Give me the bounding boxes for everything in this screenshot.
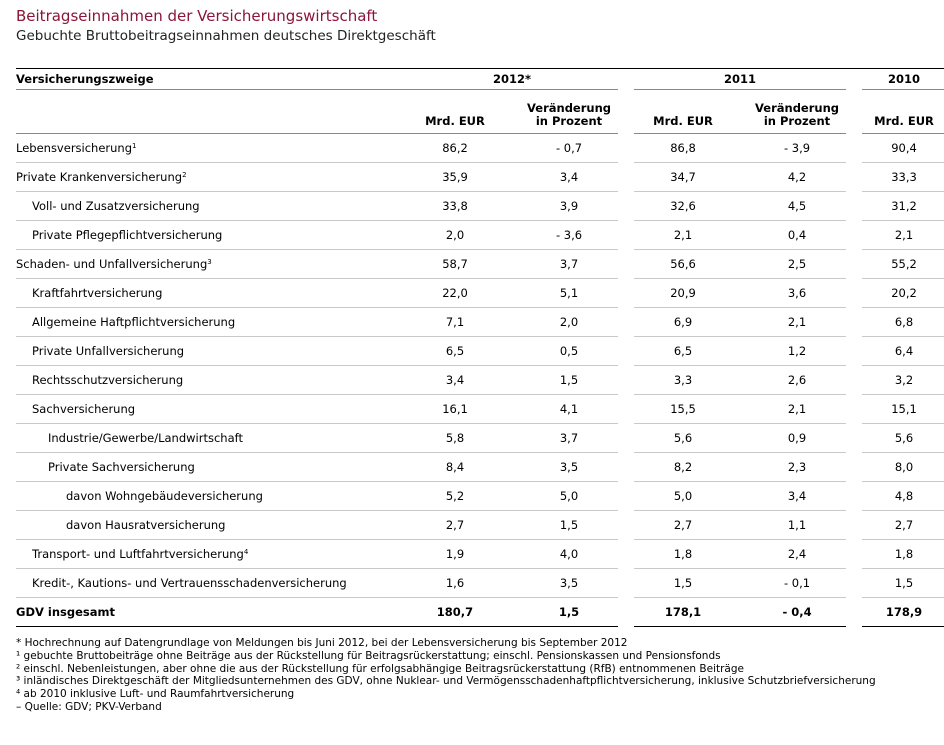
table-row xyxy=(16,308,944,337)
change-2012-percent: 4,1 xyxy=(520,395,618,424)
table-row xyxy=(16,221,944,250)
value-2011-mrd: 1,5 xyxy=(634,569,732,598)
footnote-marker: 3 xyxy=(207,258,212,266)
premium-table xyxy=(16,68,944,627)
table-row xyxy=(16,337,944,366)
change-2011-percent: 3,6 xyxy=(748,279,846,308)
table-row xyxy=(16,192,944,221)
subheader-mrd-2012: Mrd. EUR xyxy=(406,90,504,134)
value-2012-mrd: 5,8 xyxy=(406,424,504,453)
footnote-marker: 2 xyxy=(182,171,187,179)
row-label-text: Schaden- und Unfallversicherung xyxy=(16,257,208,271)
total-2011-change: - 0,4 xyxy=(748,598,846,627)
header-row-years xyxy=(16,68,944,90)
row-label xyxy=(16,540,406,569)
value-2010-mrd: 20,2 xyxy=(862,279,944,308)
footnote-marker: 4 xyxy=(243,548,249,556)
row-label-text: Allgemeine Haftpflichtversicherung xyxy=(32,315,236,329)
value-2012-mrd: 58,7 xyxy=(406,250,504,279)
value-2010-mrd: 3,2 xyxy=(862,366,944,395)
row-label-text: Private Sachversicherung xyxy=(48,460,195,474)
table-body xyxy=(16,134,944,627)
table-row xyxy=(16,395,944,424)
value-2010-mrd: 6,4 xyxy=(862,337,944,366)
row-label-text: Transport- und Luftfahrtversicherung xyxy=(32,547,244,561)
value-2011-mrd: 1,8 xyxy=(634,540,732,569)
value-2010-mrd: 1,8 xyxy=(862,540,944,569)
change-2012-percent: 5,0 xyxy=(520,482,618,511)
row-label-text: Sachversicherung xyxy=(32,402,136,416)
change-2011-percent: - 0,1 xyxy=(748,569,846,598)
total-2011-mrd: 178,1 xyxy=(634,598,732,627)
total-label: GDV insgesamt xyxy=(16,598,406,627)
change-2011-percent: 0,9 xyxy=(748,424,846,453)
value-2012-mrd: 35,9 xyxy=(406,163,504,192)
footnote: ² einschl. Nebenleistungen, aber ohne die aus der Rückstellung für erfolgsabhängige Beitragsrückerstattung (RfB) entnommenen Beiträge xyxy=(16,662,744,675)
row-label xyxy=(16,134,406,163)
value-2012-mrd: 7,1 xyxy=(406,308,504,337)
value-2010-mrd: 15,1 xyxy=(862,395,944,424)
value-2010-mrd: 90,4 xyxy=(862,134,944,163)
table-row-total xyxy=(16,598,944,627)
row-label xyxy=(16,511,406,540)
value-2011-mrd: 20,9 xyxy=(634,279,732,308)
subheader-change-2011: Veränderung in Prozent xyxy=(748,90,846,134)
subheader-mrd-2011: Mrd. EUR xyxy=(634,90,732,134)
change-2011-percent: 2,1 xyxy=(748,308,846,337)
row-label xyxy=(16,308,406,337)
value-2010-mrd: 31,2 xyxy=(862,192,944,221)
value-2012-mrd: 8,4 xyxy=(406,453,504,482)
value-2010-mrd: 1,5 xyxy=(862,569,944,598)
value-2010-mrd: 6,8 xyxy=(862,308,944,337)
footnotes xyxy=(16,637,928,714)
value-2012-mrd: 3,4 xyxy=(406,366,504,395)
row-label xyxy=(16,395,406,424)
value-2011-mrd: 8,2 xyxy=(634,453,732,482)
value-2010-mrd: 55,2 xyxy=(862,250,944,279)
value-2011-mrd: 5,6 xyxy=(634,424,732,453)
change-2011-percent: 1,1 xyxy=(748,511,846,540)
change-2012-percent: 3,5 xyxy=(520,569,618,598)
row-label-text: Kraftfahrtversicherung xyxy=(32,286,163,300)
row-label xyxy=(16,424,406,453)
subheader-mrd-2010: Mrd. EUR xyxy=(862,90,944,134)
value-2011-mrd: 5,0 xyxy=(634,482,732,511)
row-label xyxy=(16,221,406,250)
row-label-text: Lebensversicherung xyxy=(16,141,133,155)
footnote: * Hochrechnung auf Datengrundlage von Meldungen bis Juni 2012, bei der Lebensversicherung bis September 2012 xyxy=(16,637,628,649)
value-2010-mrd: 2,1 xyxy=(862,221,944,250)
row-label-text: Private Unfallversicherung xyxy=(32,344,185,358)
value-2011-mrd: 34,7 xyxy=(634,163,732,192)
footnote-source: – Quelle: GDV; PKV-Verband xyxy=(16,700,162,713)
change-2012-percent: 4,0 xyxy=(520,540,618,569)
value-2012-mrd: 2,7 xyxy=(406,511,504,540)
change-2011-percent: 4,5 xyxy=(748,192,846,221)
page-subtitle: Gebuchte Bruttobeitragseinnahmen deutsches Direktgeschäft xyxy=(16,28,436,44)
table-row xyxy=(16,453,944,482)
total-2012-change: 1,5 xyxy=(520,598,618,627)
table-row xyxy=(16,511,944,540)
footnote: ¹ gebuchte Bruttobeiträge ohne Beiträge aus der Rückstellung für Beitragsrückerstattung; einschl. Pensionskassen und Pensionsfonds xyxy=(16,649,721,662)
row-label-text: Rechtsschutzversicherung xyxy=(32,373,184,387)
value-2010-mrd: 5,6 xyxy=(862,424,944,453)
row-label xyxy=(16,163,406,192)
change-2012-percent: 0,5 xyxy=(520,337,618,366)
change-2011-percent: 2,3 xyxy=(748,453,846,482)
change-2011-percent: 0,4 xyxy=(748,221,846,250)
change-2012-percent: 1,5 xyxy=(520,511,618,540)
change-2012-percent: - 3,6 xyxy=(520,221,618,250)
change-2012-percent: 2,0 xyxy=(520,308,618,337)
footnote-marker: 1 xyxy=(132,142,137,150)
row-label xyxy=(16,569,406,598)
change-2011-percent: - 3,9 xyxy=(748,134,846,163)
row-label-text: Industrie/Gewerbe/Landwirtschaft xyxy=(48,431,243,445)
value-2011-mrd: 6,5 xyxy=(634,337,732,366)
change-2012-percent: 1,5 xyxy=(520,366,618,395)
row-label-text: davon Wohngebäudeversicherung xyxy=(66,489,263,503)
table-row xyxy=(16,134,944,163)
change-2011-percent: 3,4 xyxy=(748,482,846,511)
year-header-2010: 2010 xyxy=(862,68,944,90)
value-2012-mrd: 86,2 xyxy=(406,134,504,163)
value-2012-mrd: 1,6 xyxy=(406,569,504,598)
change-2011-percent: 2,1 xyxy=(748,395,846,424)
value-2010-mrd: 33,3 xyxy=(862,163,944,192)
total-2010-mrd: 178,9 xyxy=(862,598,944,627)
value-2011-mrd: 3,3 xyxy=(634,366,732,395)
change-2012-percent: 3,5 xyxy=(520,453,618,482)
year-header-2011: 2011 xyxy=(634,68,846,90)
value-2011-mrd: 56,6 xyxy=(634,250,732,279)
row-label xyxy=(16,192,406,221)
row-label-text: Kredit-, Kautions- und Vertrauensschadenversicherung xyxy=(32,576,347,590)
change-2011-percent: 2,4 xyxy=(748,540,846,569)
year-header-2012: 2012* xyxy=(406,68,618,90)
row-label xyxy=(16,482,406,511)
value-2012-mrd: 33,8 xyxy=(406,192,504,221)
row-label-text: Voll- und Zusatzversicherung xyxy=(32,199,200,213)
row-label-text: Private Krankenversicherung xyxy=(16,170,183,184)
value-2012-mrd: 5,2 xyxy=(406,482,504,511)
change-2012-percent: 5,1 xyxy=(520,279,618,308)
value-2010-mrd: 4,8 xyxy=(862,482,944,511)
value-2011-mrd: 2,7 xyxy=(634,511,732,540)
value-2012-mrd: 22,0 xyxy=(406,279,504,308)
value-2011-mrd: 15,5 xyxy=(634,395,732,424)
header-row-units xyxy=(16,90,944,134)
row-label xyxy=(16,366,406,395)
change-2011-percent: 2,6 xyxy=(748,366,846,395)
value-2010-mrd: 8,0 xyxy=(862,453,944,482)
subheader-change-2012: Veränderung in Prozent xyxy=(520,90,618,134)
footnote: ³ inländisches Direktgeschäft der Mitgliedsunternehmen des GDV, ohne Nuklear- und Vermögensschadenhaftpflichtversicherung, inklusive Schutzbriefversicherung xyxy=(16,675,876,688)
table-row xyxy=(16,250,944,279)
column-header-branches: Versicherungszweige xyxy=(16,68,406,90)
total-2012-mrd: 180,7 xyxy=(406,598,504,627)
table-row xyxy=(16,366,944,395)
change-2012-percent: 3,7 xyxy=(520,424,618,453)
change-2011-percent: 4,2 xyxy=(748,163,846,192)
change-2012-percent: 3,9 xyxy=(520,192,618,221)
value-2010-mrd: 2,7 xyxy=(862,511,944,540)
table-row xyxy=(16,424,944,453)
value-2011-mrd: 6,9 xyxy=(634,308,732,337)
value-2012-mrd: 16,1 xyxy=(406,395,504,424)
row-label xyxy=(16,337,406,366)
row-label-text: Private Pflegepflichtversicherung xyxy=(32,228,223,242)
table-row xyxy=(16,279,944,308)
change-2012-percent: 3,7 xyxy=(520,250,618,279)
value-2011-mrd: 2,1 xyxy=(634,221,732,250)
footnote: ⁴ ab 2010 inklusive Luft- und Raumfahrtversicherung xyxy=(16,688,295,701)
change-2011-percent: 1,2 xyxy=(748,337,846,366)
value-2011-mrd: 86,8 xyxy=(634,134,732,163)
row-label xyxy=(16,279,406,308)
value-2012-mrd: 2,0 xyxy=(406,221,504,250)
table-row xyxy=(16,569,944,598)
table-row xyxy=(16,540,944,569)
value-2012-mrd: 6,5 xyxy=(406,337,504,366)
change-2012-percent: 3,4 xyxy=(520,163,618,192)
table-row xyxy=(16,163,944,192)
value-2012-mrd: 1,9 xyxy=(406,540,504,569)
row-label-text: davon Hausratversicherung xyxy=(66,518,226,532)
row-label xyxy=(16,453,406,482)
page-title: Beitragseinnahmen der Versicherungswirtschaft xyxy=(16,7,378,25)
value-2011-mrd: 32,6 xyxy=(634,192,732,221)
change-2012-percent: - 0,7 xyxy=(520,134,618,163)
row-label xyxy=(16,250,406,279)
change-2011-percent: 2,5 xyxy=(748,250,846,279)
table-row xyxy=(16,482,944,511)
